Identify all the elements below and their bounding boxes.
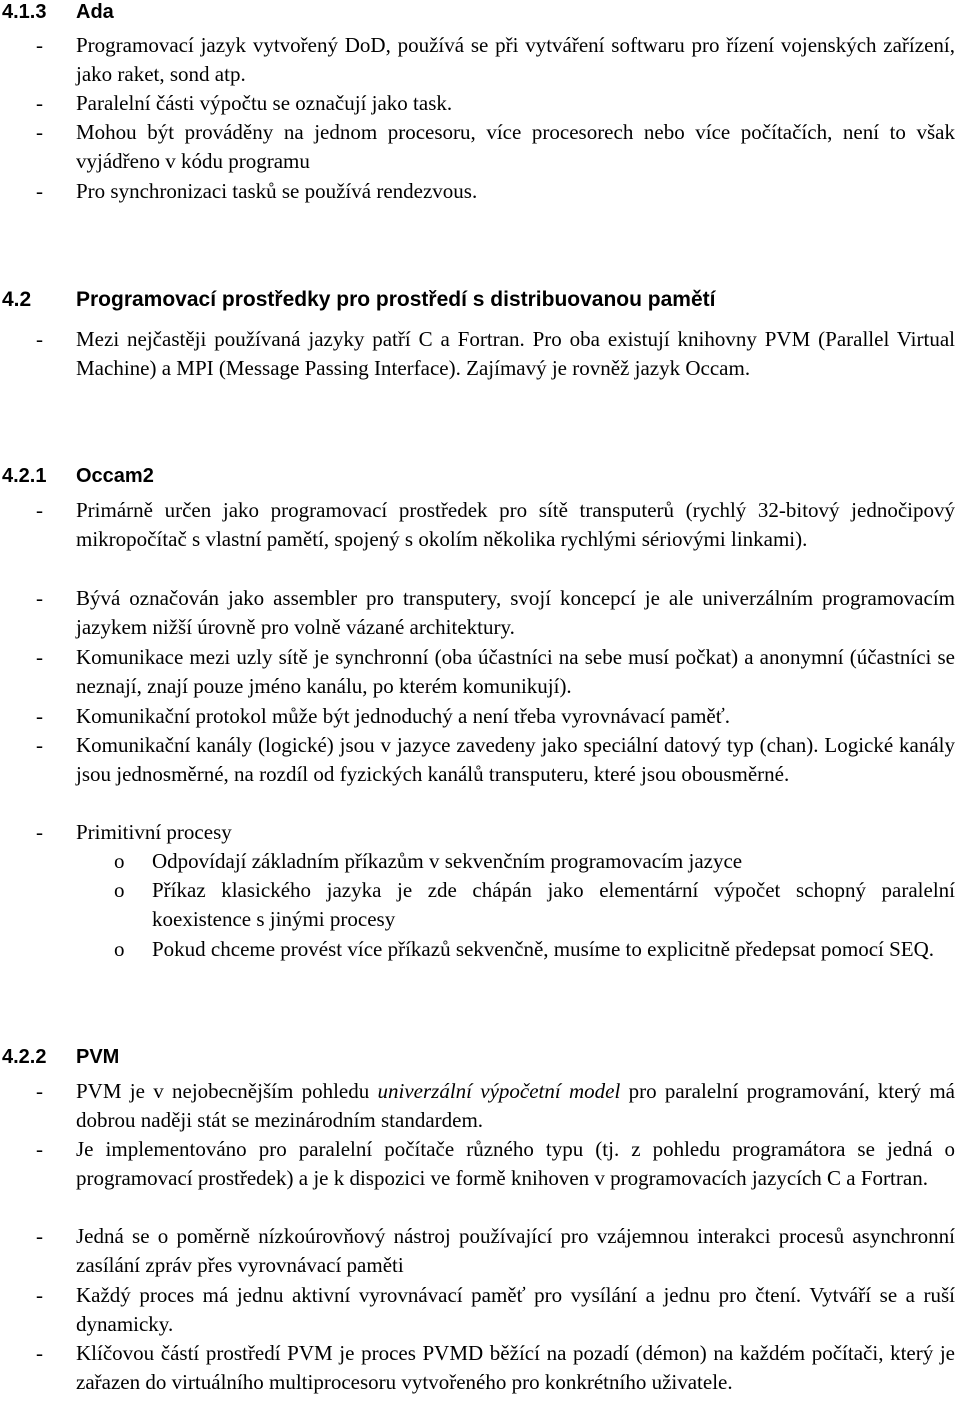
sub-list-item bbox=[0, 876, 960, 935]
list-item bbox=[0, 31, 960, 90]
list-item bbox=[0, 643, 960, 702]
dash-bullet: - bbox=[36, 1283, 43, 1307]
list-item-text: Primitivní procesy bbox=[76, 820, 232, 844]
list-item-text: Paralelní části výpočtu se označují jako task. bbox=[76, 91, 453, 115]
section-title: Occam2 bbox=[76, 465, 154, 487]
list-item bbox=[0, 584, 960, 643]
list-item bbox=[0, 89, 960, 119]
list-item bbox=[0, 818, 960, 848]
sub-list-item bbox=[0, 847, 960, 877]
section-title: Programovací prostředky pro prostředí s distribuovanou pamětí bbox=[76, 288, 716, 311]
section-number: 4.1.3 bbox=[2, 1, 47, 23]
section-number: 4.2 bbox=[2, 288, 32, 311]
list-item bbox=[0, 1077, 960, 1136]
text-run: pro paralelní programování, který má dobrou naději stát se mezinárodním standardem. bbox=[76, 1079, 955, 1133]
dash-bullet: - bbox=[36, 820, 43, 844]
list-item-text: Primárně určen jako programovací prostředek pro sítě transputerů (rychlý 32-bitový jednočipový mikropočítač s vlastní pamětí, spojený s okolím několika rychlými sériovými linkami). bbox=[76, 498, 955, 552]
sub-list-item-text: Příkaz klasického jazyka je zde chápán jako elementární výpočet schopný paralelní koexistence s jinými procesy bbox=[152, 878, 955, 932]
dash-bullet: - bbox=[36, 586, 43, 610]
section-number: 4.2.1 bbox=[2, 465, 47, 487]
list-item-text: Komunikace mezi uzly sítě je synchronní (oba účastníci na sebe musí počkat) a anonymní (účastníci se neznají, znají pouze jméno kanálu, po kterém komunikují). bbox=[76, 645, 955, 699]
list-item bbox=[0, 496, 960, 584]
list-item bbox=[0, 118, 960, 177]
dash-bullet: - bbox=[36, 33, 43, 57]
section-heading-4-2-1 bbox=[2, 464, 154, 488]
circle-bullet: o bbox=[114, 937, 125, 961]
list-item-text: Klíčovou částí prostředí PVM je proces PVMD běžící na pozadí (démon) na každém počítači, který je zařazen do virtuálního multiprocesoru vytvořeného pro konkrétního uživatele. bbox=[76, 1341, 955, 1395]
dash-bullet: - bbox=[36, 645, 43, 669]
dash-bullet: - bbox=[36, 733, 43, 757]
section-heading-4-2 bbox=[2, 288, 715, 312]
dash-bullet: - bbox=[36, 327, 43, 351]
list-item bbox=[0, 1339, 960, 1422]
circle-bullet: o bbox=[114, 849, 125, 873]
sub-list-item bbox=[0, 935, 960, 994]
dash-bullet: - bbox=[36, 1137, 43, 1161]
list-item bbox=[0, 177, 960, 207]
list-item-text bbox=[76, 1077, 955, 1135]
section-heading-4-2-2 bbox=[2, 1045, 119, 1069]
list-item bbox=[0, 731, 960, 819]
list-item bbox=[0, 1222, 960, 1281]
list-item-text: Je implementováno pro paralelní počítače různého typu (tj. z pohledu programátora se jedná o programovací prostředek) a je k dispozici ve formě knihoven v programovacích jazycích C a Fortran. bbox=[76, 1137, 955, 1191]
list-item-text: Každý proces má jednu aktivní vyrovnávací paměť pro vysílání a jednu pro čtení. Vytváří se a ruší dynamicky. bbox=[76, 1283, 955, 1337]
dash-bullet: - bbox=[36, 1224, 43, 1248]
section-title: Ada bbox=[76, 1, 114, 23]
list-item-text: Mezi nejčastěji používaná jazyky patří C a Fortran. Pro oba existují knihovny PVM (Parallel Virtual Machine) a MPI (Message Passing Interface). Zajímavý je rovněž jazyk Occam. bbox=[76, 327, 955, 381]
list-item-text: Pro synchronizaci tasků se používá rendezvous. bbox=[76, 179, 478, 203]
dash-bullet: - bbox=[36, 498, 43, 522]
dash-bullet: - bbox=[36, 120, 43, 144]
list-item bbox=[0, 1281, 960, 1340]
section-heading-4-1-3 bbox=[2, 0, 114, 24]
section-title: PVM bbox=[76, 1046, 120, 1068]
sub-list-item-text: Odpovídají základním příkazům v sekvenčním programovacím jazyce bbox=[152, 849, 743, 873]
list-item-text: Jedná se o poměrně nízkoúrovňový nástroj používající pro vzájemnou interakci procesů asynchronní zasílání zpráv přes vyrovnávací paměti bbox=[76, 1224, 955, 1278]
section-number: 4.2.2 bbox=[2, 1046, 47, 1068]
circle-bullet: o bbox=[114, 878, 125, 902]
list-item-text: Bývá označován jako assembler pro transputery, svojí koncepcí je ale univerzálním programovacím jazykem nižší úrovně pro volně vázané architektury. bbox=[76, 586, 955, 640]
list-item-text: Komunikační kanály (logické) jsou v jazyce zavedeny jako speciální datový typ (chan). Logické kanály jsou jednosměrné, na rozdíl od fyzických kanálů transputeru, které jsou obousměrné. bbox=[76, 733, 955, 787]
list-item bbox=[0, 1135, 960, 1223]
text-run: PVM je v nejobecnějším pohledu bbox=[76, 1079, 378, 1103]
list-item bbox=[0, 702, 960, 732]
dash-bullet: - bbox=[36, 704, 43, 728]
list-item bbox=[0, 325, 960, 413]
dash-bullet: - bbox=[36, 1079, 43, 1103]
dash-bullet: - bbox=[36, 179, 43, 203]
list-item-text: Mohou být prováděny na jednom procesoru, více procesorech nebo více počítačích, není to však vyjádřeno v kódu programu bbox=[76, 120, 955, 174]
dash-bullet: - bbox=[36, 1341, 43, 1365]
emphasized-text: univerzální výpočetní model bbox=[377, 1079, 621, 1103]
list-item-text: Programovací jazyk vytvořený DoD, používá se při vytváření softwaru pro řízení vojenských zařízení, jako raket, sond atp. bbox=[76, 33, 955, 87]
sub-list-item-text: Pokud chceme provést více příkazů sekvenčně, musíme to explicitně předepsat pomocí SEQ. bbox=[152, 937, 935, 961]
list-item-text: Komunikační protokol může být jednoduchý a není třeba vyrovnávací paměť. bbox=[76, 704, 730, 728]
dash-bullet: - bbox=[36, 91, 43, 115]
